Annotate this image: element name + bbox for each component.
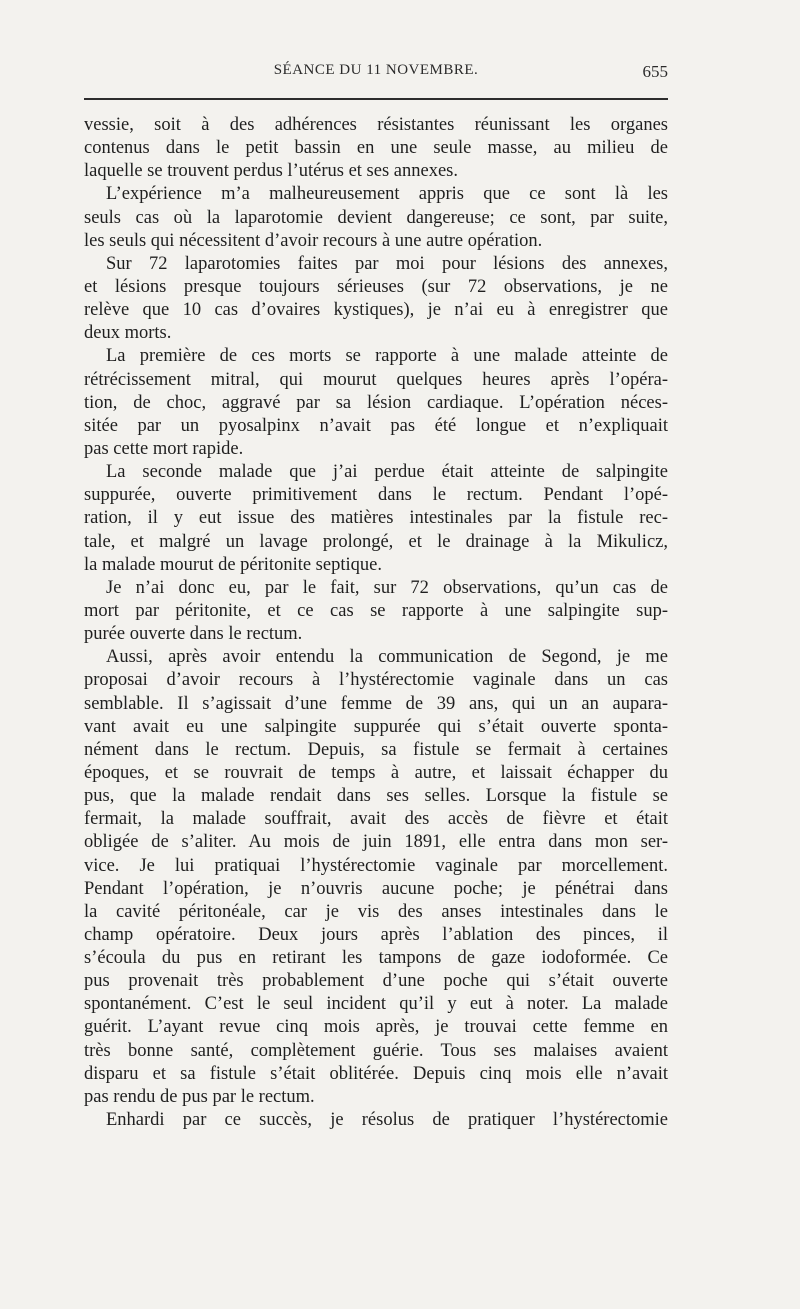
text-line: époques, et se rouvrait de temps à autre, et laissait échapper du bbox=[84, 762, 668, 783]
body-text bbox=[84, 114, 668, 1132]
text-line: Pendant l’opération, je n’ouvris aucune poche; je pénétrai dans bbox=[84, 878, 668, 899]
text-line: proposai d’avoir recours à l’hystérectomie vaginale dans un cas bbox=[84, 670, 668, 691]
running-title: SÉANCE DU 11 NOVEMBRE. bbox=[273, 62, 479, 78]
text-line: Sur 72 laparotomies faites par moi pour lésions des annexes, bbox=[106, 253, 668, 274]
text-line: tale, et malgré un lavage prolongé, et le drainage à la Mikulicz, bbox=[84, 531, 668, 552]
text-line: semblable. Il s’agissait d’une femme de 39 ans, qui un an aupara- bbox=[84, 693, 668, 714]
running-head bbox=[84, 62, 668, 88]
text-line: guérit. L’ayant revue cinq mois après, je trouvai cette femme en bbox=[84, 1017, 668, 1038]
text-line: pas rendu de pus par le rectum. bbox=[84, 1086, 315, 1107]
text-line: ration, il y eut issue des matières intestinales par la fistule rec- bbox=[84, 508, 668, 529]
text-line: Je n’ai donc eu, par le fait, sur 72 observations, qu’un cas de bbox=[106, 577, 668, 598]
text-line: mort par péritonite, et ce cas se rapporte à une salpingite sup- bbox=[84, 600, 668, 621]
text-line: seuls cas où la laparotomie devient dangereuse; ce sont, par suite, bbox=[84, 207, 668, 228]
text-line: sitée par un pyosalpinx n’avait pas été longue et n’expliquait bbox=[84, 415, 668, 436]
text-line: Enhardi par ce succès, je résolus de pratiquer l’hystérectomie bbox=[106, 1110, 668, 1131]
text-line: La première de ces morts se rapporte à une malade atteinte de bbox=[106, 346, 668, 367]
text-line: deux morts. bbox=[84, 323, 172, 344]
text-line: et lésions presque toujours sérieuses (sur 72 observations, je ne bbox=[84, 276, 668, 297]
text-line: s’écoula du pus en retirant les tampons de gaze iodoformée. Ce bbox=[84, 948, 668, 969]
text-line: champ opératoire. Deux jours après l’ablation des pinces, il bbox=[84, 924, 668, 945]
text-line: vessie, soit à des adhérences résistantes réunissant les organes bbox=[84, 115, 668, 135]
text-line: tion, de choc, aggravé par sa lésion cardiaque. L’opération néces- bbox=[84, 392, 668, 413]
text-line: La seconde malade que j’ai perdue était atteinte de salpingite bbox=[106, 462, 668, 483]
text-line: nément dans le rectum. Depuis, sa fistule se fermait à certaines bbox=[84, 739, 668, 760]
text-line: fermait, la malade souffrait, avait des accès de fièvre et était bbox=[84, 809, 668, 830]
text-line: spontanément. C’est le seul incident qu’il y eut à noter. La malade bbox=[84, 994, 668, 1015]
text-line: contenus dans le petit bassin en une seule masse, au milieu de bbox=[84, 138, 668, 159]
text-line: obligée de s’aliter. Au mois de juin 1891, elle entra dans mon ser- bbox=[84, 832, 668, 853]
text-line: la malade mourut de péritonite septique. bbox=[84, 554, 382, 575]
text-line: disparu et sa fistule s’était oblitérée. Depuis cinq mois elle n’avait bbox=[84, 1063, 668, 1084]
text-line: la cavité péritonéale, car je vis des anses intestinales dans le bbox=[84, 901, 668, 922]
text-line: très bonne santé, complètement guérie. Tous ses malaises avaient bbox=[84, 1040, 668, 1061]
text-line: vant avait eu une salpingite suppurée qui s’était ouverte sponta- bbox=[84, 716, 668, 737]
text-line: vice. Je lui pratiquai l’hystérectomie vaginale par morcellement. bbox=[84, 855, 668, 876]
text-line: L’expérience m’a malheureusement appris que ce sont là les bbox=[106, 184, 668, 205]
text-line: rétrécissement mitral, qui mourut quelques heures après l’opéra- bbox=[84, 369, 668, 390]
text-line: pas cette mort rapide. bbox=[84, 438, 244, 459]
page-number: 655 bbox=[642, 62, 668, 81]
header-rule bbox=[84, 98, 668, 100]
text-line: suppurée, ouverte primitivement dans le rectum. Pendant l’opé- bbox=[84, 485, 668, 506]
text-line: Aussi, après avoir entendu la communication de Segond, je me bbox=[106, 647, 668, 668]
text-line: laquelle se trouvent perdus l’utérus et ses annexes. bbox=[84, 161, 458, 182]
text-line: pus, que la malade rendait dans ses selles. Lorsque la fistule se bbox=[84, 786, 668, 807]
text-line: les seuls qui nécessitent d’avoir recours à une autre opération. bbox=[84, 230, 543, 251]
text-line: purée ouverte dans le rectum. bbox=[84, 624, 303, 645]
text-line: pus provenait très probablement d’une poche qui s’était ouverte bbox=[84, 971, 668, 992]
text-line: relève que 10 cas d’ovaires kystiques), je n’ai eu à enregistrer que bbox=[84, 300, 668, 321]
